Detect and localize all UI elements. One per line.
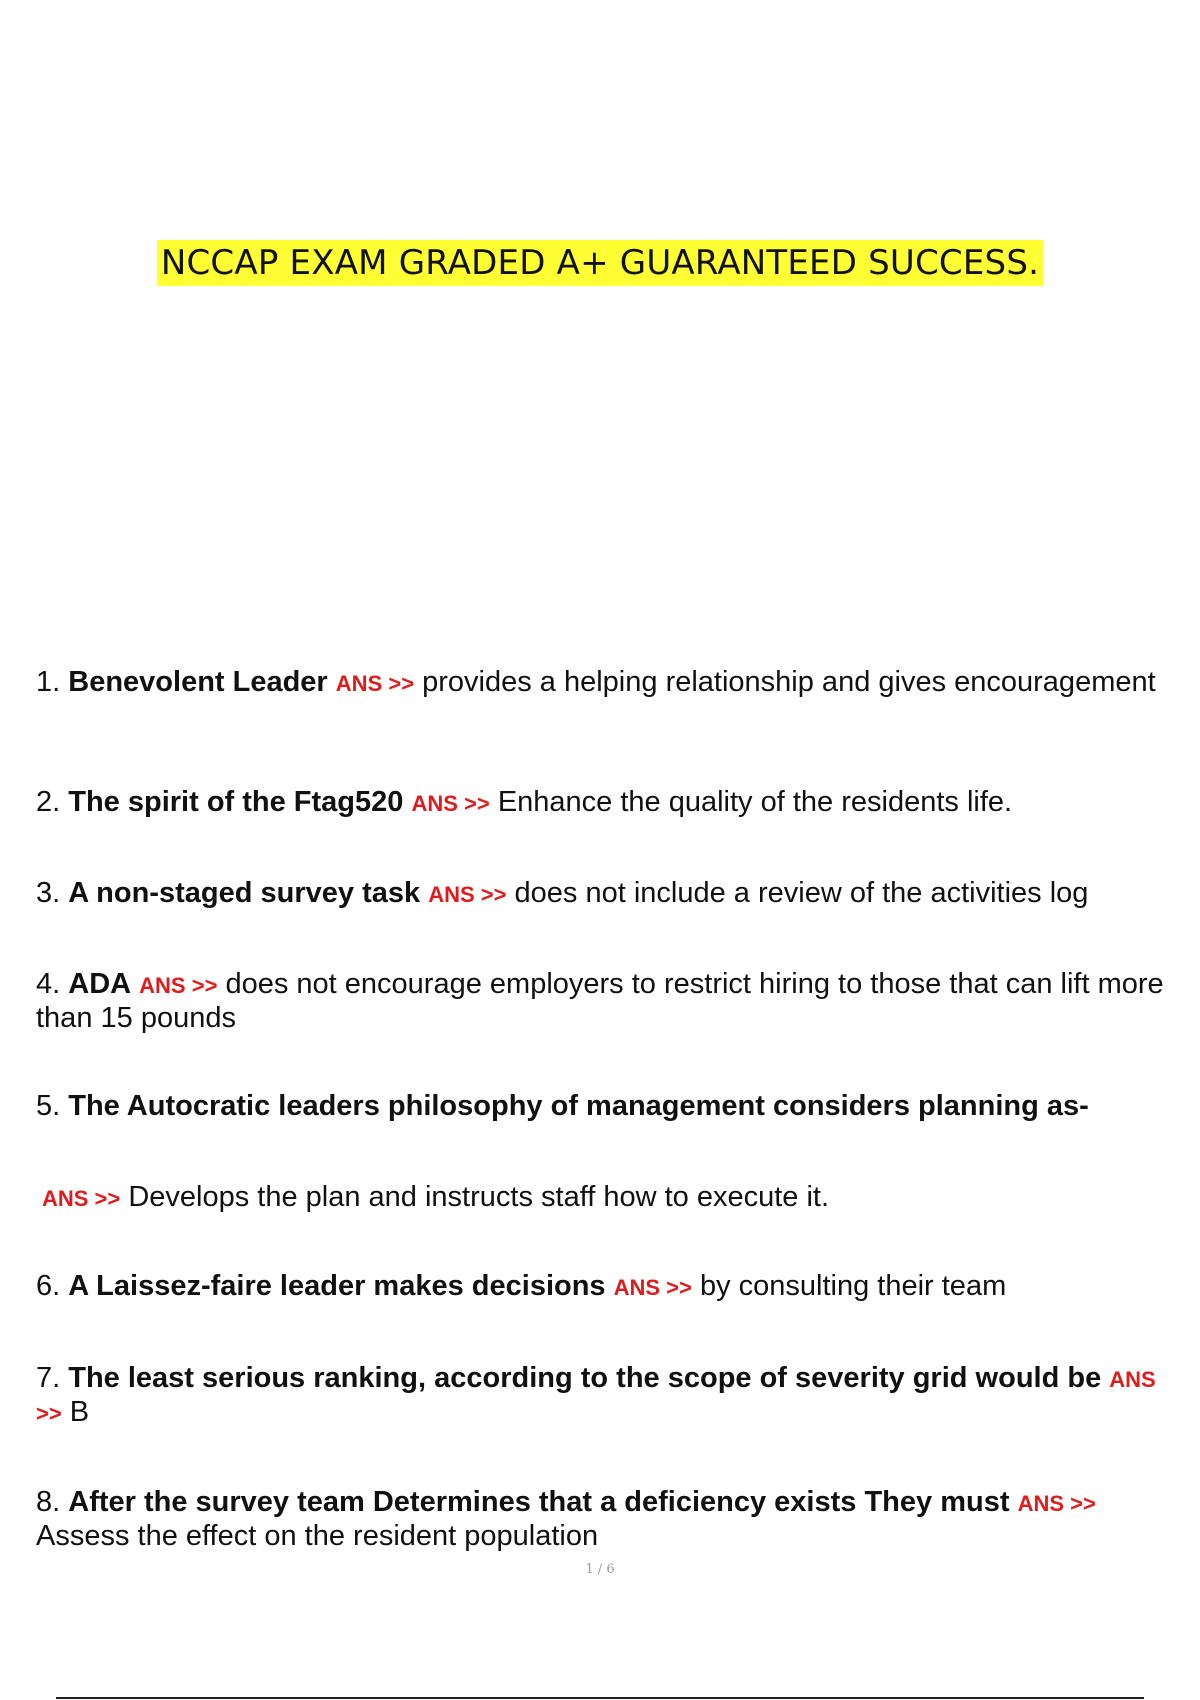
qa-item-3 <box>36 877 1166 911</box>
qa-item-5-question <box>36 1090 1166 1123</box>
answer-text: Assess the effect on the resident population <box>36 1520 599 1552</box>
ans-marker: ANS >> <box>428 882 507 907</box>
question-text: A non-staged survey task <box>68 877 421 909</box>
ans-marker: ANS >> <box>1017 1491 1096 1516</box>
answer-text: Enhance the quality of the residents life. <box>497 786 1013 818</box>
ans-marker: ANS >> <box>42 1186 121 1211</box>
item-number: 7. <box>36 1362 61 1394</box>
item-number: 2. <box>36 786 61 818</box>
question-text: ADA <box>68 968 132 1000</box>
qa-item-8 <box>36 1486 1166 1553</box>
title-wrap <box>0 240 1200 286</box>
qa-item-2 <box>36 786 1166 820</box>
question-text: Benevolent Leader <box>68 666 328 698</box>
answer-text: provides a helping relationship and gives encouragement <box>422 666 1156 698</box>
item-number: 8. <box>36 1486 61 1518</box>
page-title: NCCAP EXAM GRADED A+ GUARANTEED SUCCESS. <box>157 240 1043 286</box>
qa-item-1 <box>36 666 1198 700</box>
question-text: The spirit of the Ftag520 <box>68 786 404 818</box>
answer-text: does not include a review of the activities log <box>514 877 1089 909</box>
item-number: 6. <box>36 1270 61 1302</box>
qa-item-7 <box>36 1362 1166 1430</box>
bottom-divider <box>56 1697 1144 1699</box>
question-text: The Autocratic leaders philosophy of management considers planning as- <box>68 1090 1089 1122</box>
item-number: 5. <box>36 1090 61 1122</box>
question-text: After the survey team Determines that a deficiency exists They must <box>68 1486 1010 1518</box>
page-number: 1 / 6 <box>585 1562 615 1577</box>
answer-text: by consulting their team <box>699 1270 1007 1302</box>
ans-marker: ANS >> <box>411 791 490 816</box>
ans-marker: ANS >> <box>139 973 218 998</box>
item-number: 4. <box>36 968 61 1000</box>
question-text: A Laissez-faire leader makes decisions <box>68 1270 606 1302</box>
ans-marker: ANS >> <box>335 671 415 696</box>
ans-marker: ANS >> <box>613 1275 692 1300</box>
qa-item-5-answer <box>42 1181 1172 1215</box>
answer-text: does not encourage employers to restrict hiring to those that can lift more than 15 pounds <box>36 968 1164 1034</box>
answer-text: B <box>69 1396 90 1428</box>
question-text: The least serious ranking, according to the scope of severity grid would be <box>68 1362 1102 1394</box>
item-number: 3. <box>36 877 61 909</box>
qa-item-6 <box>36 1270 1166 1304</box>
answer-text: Develops the plan and instructs staff how to execute it. <box>128 1181 830 1213</box>
item-number: 1. <box>36 666 61 698</box>
qa-item-4 <box>36 968 1166 1035</box>
ans-marker: ANS >> <box>36 1367 1156 1426</box>
